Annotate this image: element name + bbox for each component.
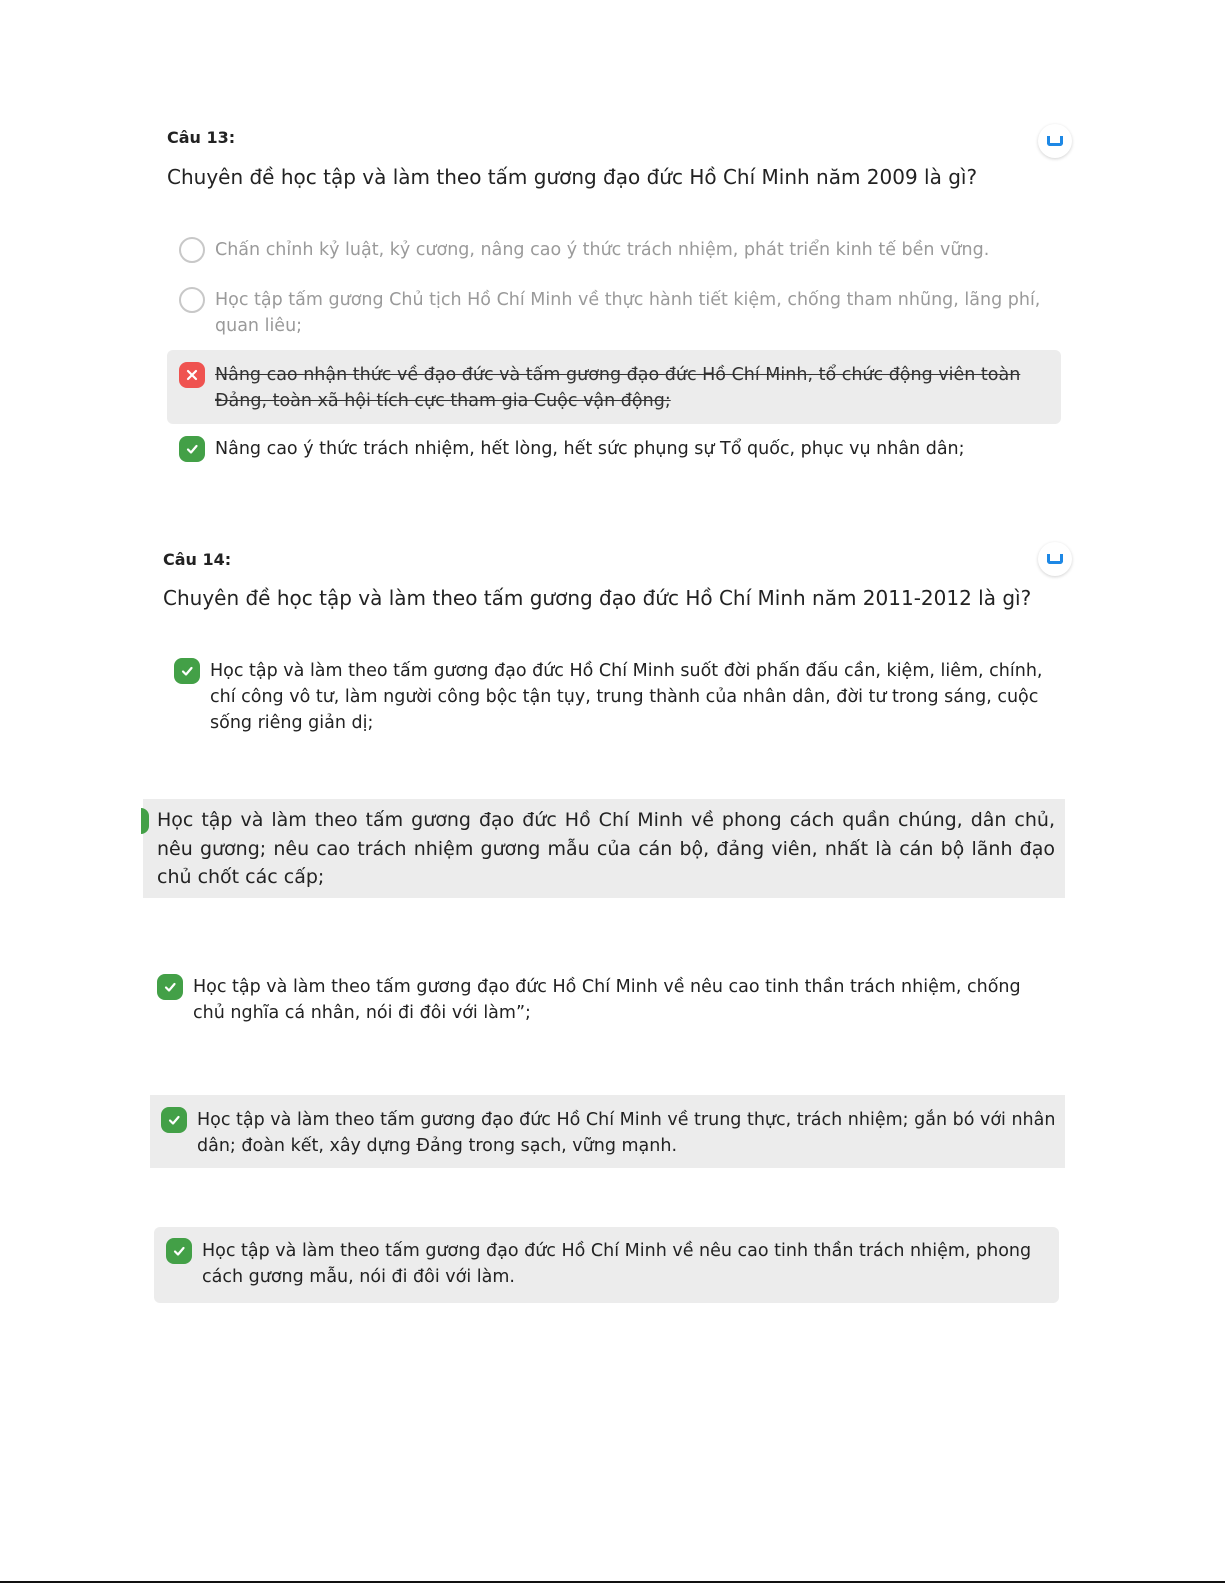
q13-option-2[interactable] <box>179 287 1059 339</box>
q13-option-4-text: Nâng cao ý thức trách nhiệm, hết lòng, hết sức phụng sự Tổ quốc, phục vụ nhân dân; <box>215 439 965 459</box>
q13-bookmark-clip <box>1036 138 1076 160</box>
check-icon <box>157 974 183 1000</box>
radio-empty-icon[interactable] <box>179 237 205 263</box>
q13-question: Chuyên đề học tập và làm theo tấm gương đạo đức Hồ Chí Minh năm 2009 là gì? <box>167 165 978 189</box>
q13-option-2-text: Học tập tấm gương Chủ tịch Hồ Chí Minh về thực hành tiết kiệm, chống tham nhũng, lãng phí, quan liêu; <box>215 290 1041 336</box>
q14-label: Câu 14: <box>163 550 232 569</box>
extra-option-4-text: Học tập và làm theo tấm gương đạo đức Hồ Chí Minh về nêu cao tinh thần trách nhiệm, phong cách gương mẫu, nói đi đôi với làm. <box>202 1241 1032 1287</box>
check-icon <box>161 1107 187 1133</box>
page-bottom-divider <box>0 1581 1225 1583</box>
check-icon-clipped <box>141 808 149 834</box>
extra-option-2-text: Học tập và làm theo tấm gương đạo đức Hồ Chí Minh về nêu cao tinh thần trách nhiệm, chống chủ nghĩa cá nhân, nói đi đôi với làm”; <box>193 977 1021 1023</box>
check-icon <box>174 658 200 684</box>
radio-empty-icon[interactable] <box>179 287 205 313</box>
wrong-x-icon <box>179 362 205 388</box>
q14-question: Chuyên đề học tập và làm theo tấm gương đạo đức Hồ Chí Minh năm 2011-2012 là gì? <box>163 586 1032 610</box>
q13-option-1[interactable] <box>179 237 1059 263</box>
check-icon <box>179 436 205 462</box>
bookmark-icon[interactable] <box>1038 542 1072 576</box>
q14-bookmark-clip <box>1036 540 1076 580</box>
q14-option-1[interactable] <box>174 658 1054 736</box>
extra-option-3-text: Học tập và làm theo tấm gương đạo đức Hồ Chí Minh về trung thực, trách nhiệm; gắn bó với nhân dân; đoàn kết, xây dựng Đảng trong sạch, vững mạnh. <box>197 1110 1056 1156</box>
q14-option-1-text: Học tập và làm theo tấm gương đạo đức Hồ Chí Minh suốt đời phấn đấu cần, kiệm, liêm, chính, chí công vô tư, làm người công bộc tận tụy, trung thành của nhân dân, đời tư trong sáng, cuộc sống riêng giản dị; <box>210 661 1043 733</box>
bookmark-icon[interactable] <box>1038 124 1072 158</box>
check-icon <box>166 1238 192 1264</box>
extra-option-2[interactable] <box>157 974 1047 1026</box>
extra-option-1-text[interactable]: Học tập và làm theo tấm gương đạo đức Hồ Chí Minh về phong cách quần chúng, dân chủ, nêu gương; nêu cao trách nhiệm gương mẫu của cán bộ, đảng viên, nhất là cán bộ lãnh đạo chủ chốt các cấp; <box>157 809 1055 888</box>
q13-label-clip <box>165 128 365 150</box>
q13-option-4[interactable] <box>179 436 1059 462</box>
q13-option-1-text: Chấn chỉnh kỷ luật, kỷ cương, nâng cao ý thức trách nhiệm, phát triển kinh tế bền vững. <box>215 240 990 260</box>
q13-label: Câu 13: <box>167 128 236 147</box>
q13-option-3[interactable] <box>179 362 1059 414</box>
q13-option-3-text: Nâng cao nhận thức về đạo đức và tấm gương đạo đức Hồ Chí Minh, tổ chức động viên toàn Đảng, toàn xã hội tích cực tham gia Cuộc vận động; <box>215 365 1021 411</box>
extra-option-4[interactable] <box>166 1238 1052 1290</box>
extra-option-3[interactable] <box>161 1107 1059 1159</box>
